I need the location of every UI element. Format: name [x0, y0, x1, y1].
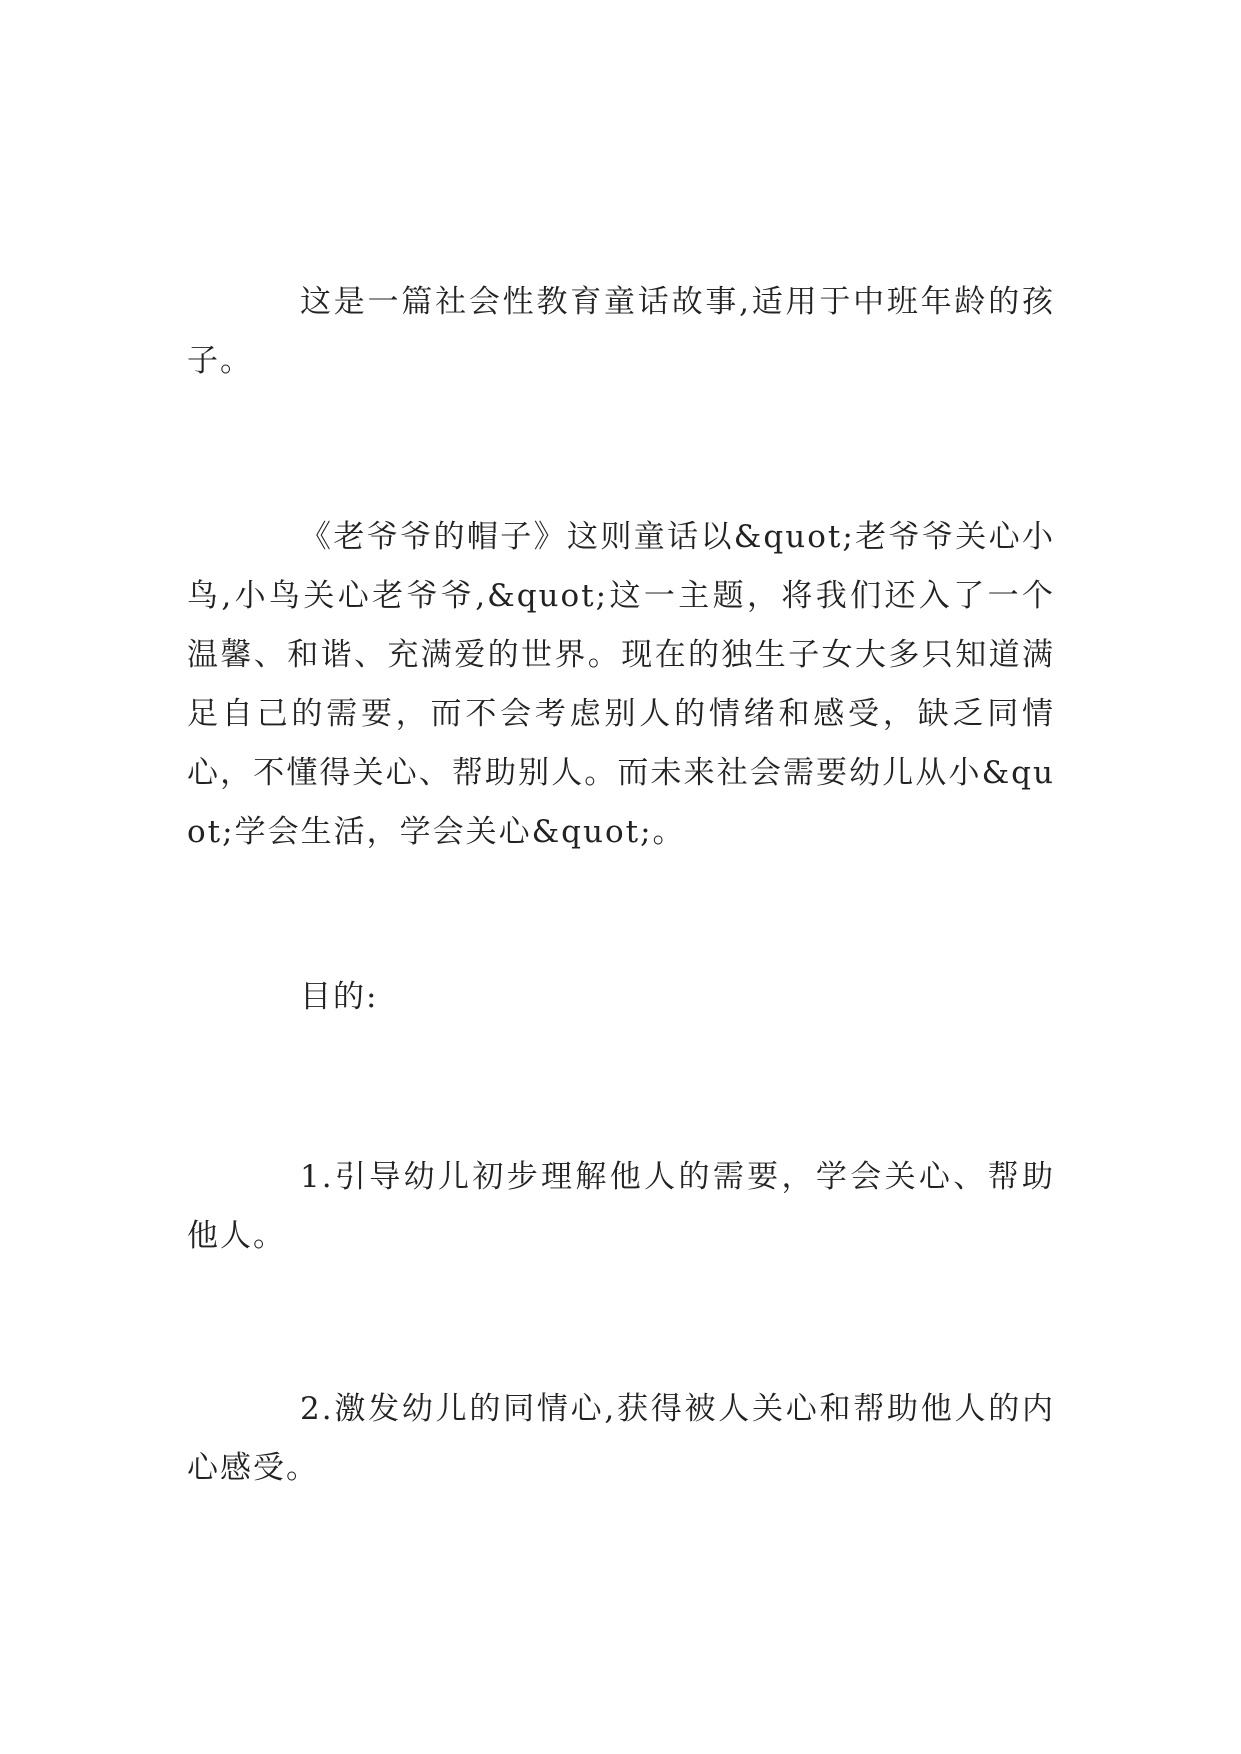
paragraph-background: 《老爷爷的帽子》这则童话以&quot;老爷爷关心小鸟,小鸟关心老爷爷,&quot;这一主题，将我们还入了一个温馨、和谐、充满爱的世界。现在的独生子女大多只知道满足自己的需要，而不会考虑别人的情绪和感受，缺乏同情心，不懂得关心、帮助别人。而未来社会需要幼儿从小&quot;学会生活，学会关心&quot;。 — [187, 519, 1055, 850]
paragraph-goal-1: 1.引导幼儿初步理解他人的需要，学会关心、帮助他人。 — [187, 1159, 1055, 1254]
paragraph-intro: 这是一篇社会性教育童话故事,适用于中班年龄的孩子。 — [187, 284, 1055, 379]
paragraph-goals-heading: 目的: — [300, 979, 379, 1015]
paragraph-goal-2: 2.激发幼儿的同情心,获得被人关心和帮助他人的内心感受。 — [187, 1391, 1055, 1486]
